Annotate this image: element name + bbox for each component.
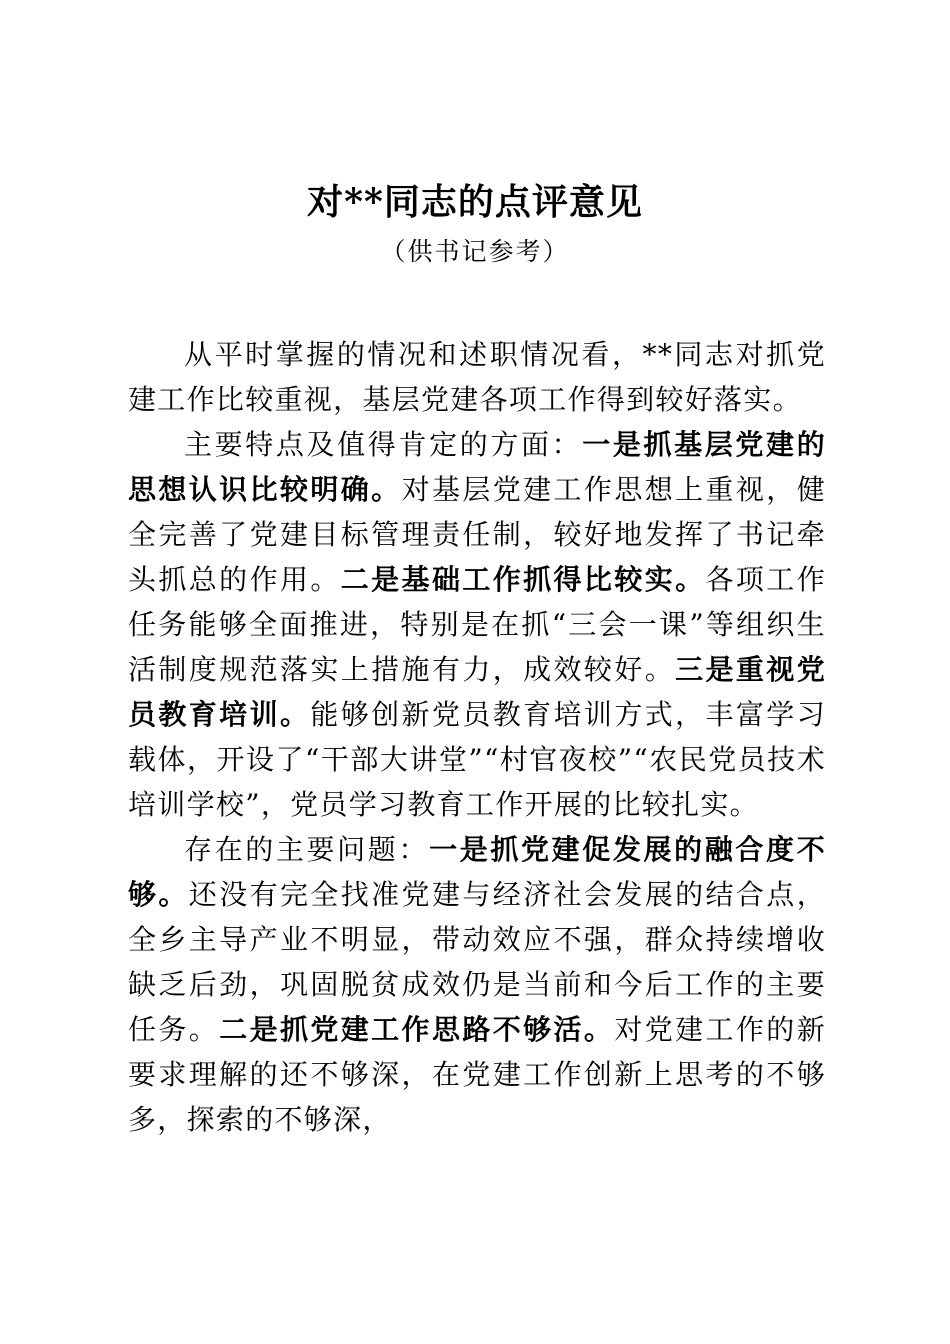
- document-subtitle: （供书记参考）: [380, 237, 570, 266]
- document-title: 对**同志的点评意见: [307, 181, 643, 223]
- strength-1-text: 对基层党建工作思想上重视，健全完善了党建目标管理责任制，较好地发挥了书记牵头抓总的作用。: [128, 473, 827, 596]
- document-body: [128, 332, 826, 1142]
- problem-1-text: 还没有完全找准党建与经济社会发展的结合点，全乡主导产业不明显，带动效应不强，群众持续增收缺乏后劲，巩固脱贫成效仍是当前和今后工作的主要任务。: [128, 878, 826, 1046]
- problems-heading: 存在的主要问题：: [184, 833, 430, 866]
- problems-paragraph: [128, 827, 826, 1142]
- strength-2-title: 二是基础工作抓得比较实。: [340, 563, 706, 596]
- strength-2-text: 各项工作任务能够全面推进，特别是在抓“三会一课”等组织生活制度规范落实上措施有力，成效较好。: [128, 563, 826, 686]
- strength-3-text: 能够创新党员教育培训方式，丰富学习载体，开设了“干部大讲堂”“村官夜校”“农民党员技术培训学校”，党员学习教育工作开展的比较扎实。: [128, 698, 826, 821]
- problem-2-title: 二是抓党建工作思路不够活。: [219, 1013, 615, 1046]
- strengths-paragraph: [128, 422, 826, 827]
- intro-text: 从平时掌握的情况和述职情况看，**同志对抓党建工作比较重视，基层党建各项工作得到较好落实。: [128, 338, 826, 416]
- problem-1-title: 一是抓党建促发展的融合度不够。: [128, 833, 826, 911]
- strengths-heading: 主要特点及值得肯定的方面：: [184, 428, 583, 461]
- strength-1-title: 一是抓基层党建的思想认识比较明确。: [128, 428, 826, 506]
- problem-2-text: 对党建工作的新要求理解的还不够深，在党建工作创新上思考的不够多，探索的不够深，: [128, 1013, 826, 1136]
- strength-3-title: 三是重视党员教育培训。: [128, 653, 826, 731]
- intro-paragraph: [128, 332, 826, 422]
